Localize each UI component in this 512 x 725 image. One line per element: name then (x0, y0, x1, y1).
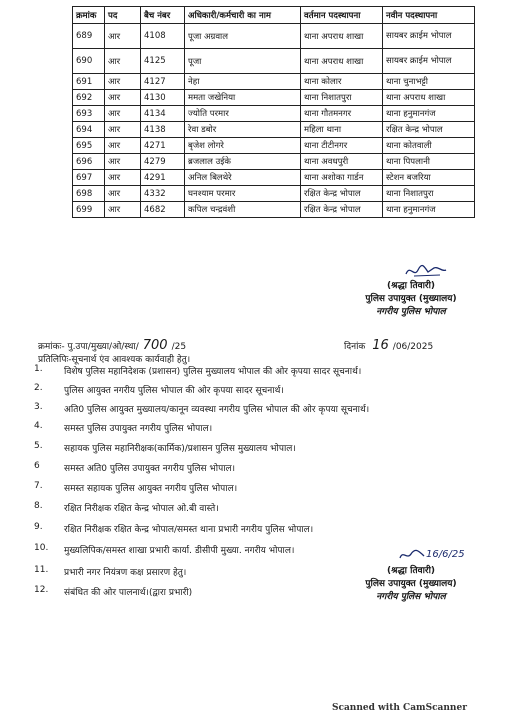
cell-new-posting: स्टेशन बजरिया (383, 170, 475, 186)
cell-batch: 4279 (141, 154, 185, 170)
cell-current-posting: थाना कोलार (301, 74, 383, 90)
cell-post: आर (105, 154, 141, 170)
cell-name: पूजा (185, 49, 301, 74)
list-number: 4. (34, 421, 43, 431)
cell-new-posting: सायबर क्राईम भोपाल (383, 24, 475, 49)
cell-post: आर (105, 49, 141, 74)
list-number: 5. (34, 441, 43, 451)
cell-serial: 692 (73, 90, 105, 106)
list-text: समस्त अति0 पुलिस उपायुक्त नगरीय पुलिस भोपाल। (64, 464, 236, 474)
cell-name: नेहा (185, 74, 301, 90)
cell-post: आर (105, 186, 141, 202)
cell-post: आर (105, 202, 141, 218)
cell-name: ब्रजलाल उईके (185, 154, 301, 170)
cell-new-posting: थाना अपराध शाखा (383, 90, 475, 106)
date-rest: /06/2025 (392, 342, 434, 352)
cell-name: कपिल चन्द्रवंशी (185, 202, 301, 218)
signature-block-top (346, 280, 476, 319)
cell-current-posting: थाना गौतमनगर (301, 106, 383, 122)
cell-current-posting: महिला थाना (301, 122, 383, 138)
date-label: दिनांक (344, 342, 366, 352)
cell-current-posting: थाना अपराध शाखा (301, 49, 383, 74)
cell-post: आर (105, 106, 141, 122)
table-row (73, 106, 475, 122)
order-line (38, 338, 478, 353)
header-serial: क्रमांक (73, 7, 105, 24)
cell-name: पूजा अग्रवाल (185, 24, 301, 49)
cell-serial: 693 (73, 106, 105, 122)
cell-serial: 694 (73, 122, 105, 138)
handwritten-date: 16/6/25 (426, 549, 465, 560)
list-text: सहायक पुलिस महानिरीक्षक(कार्मिक)/प्रशासन पुलिस मुख्यालय भोपाल। (64, 444, 296, 454)
list-text: संबंधित की ओर पालनार्थ।(द्वारा प्रभारी) (64, 588, 193, 598)
signature-scribble-bottom (398, 548, 426, 562)
signatory-city: नगरीय पुलिस भोपाल (376, 307, 446, 317)
signatory-city: नगरीय पुलिस भोपाल (376, 592, 446, 602)
cell-serial: 698 (73, 186, 105, 202)
cell-current-posting: थाना निशातपुरा (301, 90, 383, 106)
cell-name: रेवा डबोर (185, 122, 301, 138)
cell-name: ज्योति परमार (185, 106, 301, 122)
table-row (73, 122, 475, 138)
cell-batch: 4108 (141, 24, 185, 49)
cell-batch: 4271 (141, 138, 185, 154)
list-text: प्रभारी नगर नियंत्रण कक्ष प्रसारण हेतु। (64, 568, 187, 578)
cell-post: आर (105, 122, 141, 138)
signatory-name: (श्रद्धा तिवारी) (386, 566, 436, 576)
list-text: अति0 पुलिस आयुक्त मुख्यालय/कानून व्यवस्था नगरीय पुलिस भोपाल की ओर कृपया सूचनार्थ। (64, 405, 370, 415)
list-text: रक्षित निरीक्षक रक्षित केन्द्र भोपाल ओ.बी वास्ते। (64, 504, 219, 514)
cell-current-posting: थाना टीटीनगर (301, 138, 383, 154)
signatory-designation: पुलिस उपायुक्त (मुख्यालय) (365, 294, 457, 304)
header-current-posting: वर्तमान पदस्थापना (301, 7, 383, 24)
cell-post: आर (105, 90, 141, 106)
cell-new-posting: थाना निशातपुरा (383, 186, 475, 202)
cell-post: आर (105, 138, 141, 154)
cell-serial: 690 (73, 49, 105, 74)
scanner-watermark: Scanned with CamScanner (332, 703, 467, 713)
list-text: मुख्यलिपिक/समस्त शाखा प्रभारी कार्या. डीसीपी मुख्या. नगरीय भोपाल। (64, 546, 295, 556)
signatory-designation: पुलिस उपायुक्त (मुख्यालय) (365, 579, 457, 589)
cell-batch: 4138 (141, 122, 185, 138)
cell-post: आर (105, 24, 141, 49)
cell-serial: 696 (73, 154, 105, 170)
list-number: 10. (34, 543, 49, 553)
list-number: 9. (34, 522, 43, 532)
table-row (73, 74, 475, 90)
cell-serial: 691 (73, 74, 105, 90)
cell-current-posting: रक्षित केन्द्र भोपाल (301, 202, 383, 218)
cell-batch: 4682 (141, 202, 185, 218)
list-number: 7. (34, 481, 43, 491)
cell-batch: 4125 (141, 49, 185, 74)
cell-name: घनश्याम परमार (185, 186, 301, 202)
cell-post: आर (105, 170, 141, 186)
header-batch: बैच नंबर (141, 7, 185, 24)
cell-batch: 4127 (141, 74, 185, 90)
cell-serial: 695 (73, 138, 105, 154)
cell-current-posting: थाना अवधपुरी (301, 154, 383, 170)
header-name: अधिकारी/कर्मचारी का नाम (185, 7, 301, 24)
list-text: रक्षित निरीक्षक रक्षित केन्द्र भोपाल/समस्त थाना प्रभारी नगरीय पुलिस भोपाल। (64, 525, 314, 535)
list-number: 11. (34, 565, 49, 575)
signature-scribble-top (404, 262, 448, 280)
list-number: 12. (34, 585, 49, 595)
table-row (73, 24, 475, 49)
cell-batch: 4134 (141, 106, 185, 122)
table-row (73, 202, 475, 218)
cell-new-posting: रक्षित केन्द्र भोपाल (383, 122, 475, 138)
table-row (73, 154, 475, 170)
cell-serial: 697 (73, 170, 105, 186)
cell-batch: 4130 (141, 90, 185, 106)
cell-name: बृजेश लोगरे (185, 138, 301, 154)
table-header-row (73, 7, 475, 24)
table-row (73, 186, 475, 202)
cell-current-posting: थाना अशोका गार्डन (301, 170, 383, 186)
cell-name: अनिल बिलथेरे (185, 170, 301, 186)
cell-new-posting: थाना चुनाभट्टी (383, 74, 475, 90)
list-text: समस्त पुलिस उपायुक्त नगरीय पुलिस भोपाल। (64, 424, 213, 434)
cell-batch: 4332 (141, 186, 185, 202)
signatory-name: (श्रद्धा तिवारी) (386, 281, 436, 291)
transfer-table (72, 6, 475, 218)
table-row (73, 49, 475, 74)
order-prefix: क्रमांकः- पु.उपा/मुख्या/ओ/स्था/ (38, 342, 139, 352)
date-day: 16 (372, 338, 389, 353)
list-number: 6 (34, 461, 40, 471)
cell-current-posting: थाना अपराध शाखा (301, 24, 383, 49)
cell-new-posting: थाना हनुमानगंज (383, 202, 475, 218)
list-number: 2. (34, 383, 43, 393)
table-row (73, 170, 475, 186)
list-number: 3. (34, 402, 43, 412)
cell-batch: 4291 (141, 170, 185, 186)
order-date (344, 338, 433, 353)
order-number: 700 (142, 338, 168, 353)
cell-new-posting: थाना कोतवाली (383, 138, 475, 154)
list-number: 1. (34, 364, 43, 374)
list-text: विशेष पुलिस महानिदेशक (प्रशासन) पुलिस मुख्यालय भोपाल की ओर कृपया सादर सूचनार्थ। (64, 367, 362, 377)
cell-name: ममता जखेनिया (185, 90, 301, 106)
order-year: /25 (171, 342, 187, 352)
list-text: पुलिस आयुक्त नगरीय पुलिस भोपाल की ओर कृपया सादर सूचनार्थ। (64, 386, 284, 396)
cell-new-posting: थाना हनुमानगंज (383, 106, 475, 122)
cell-post: आर (105, 74, 141, 90)
table-row (73, 90, 475, 106)
list-text: समस्त सहायक पुलिस आयुक्त नगरीय पुलिस भोपाल। (64, 484, 238, 494)
cell-new-posting: सायबर क्राईम भोपाल (383, 49, 475, 74)
header-new-posting: नवीन पदस्थापना (383, 7, 475, 24)
cell-serial: 689 (73, 24, 105, 49)
copy-line: प्रतिलिपिः-सूचनार्थ एंव आवश्यक कार्यवाही हेतु। (38, 355, 191, 365)
cell-current-posting: रक्षित केन्द्र भोपाल (301, 186, 383, 202)
cell-new-posting: थाना पिपलानी (383, 154, 475, 170)
signature-block-bottom (346, 565, 476, 604)
table-row (73, 138, 475, 154)
list-number: 8. (34, 501, 43, 511)
cell-serial: 699 (73, 202, 105, 218)
header-post: पद (105, 7, 141, 24)
